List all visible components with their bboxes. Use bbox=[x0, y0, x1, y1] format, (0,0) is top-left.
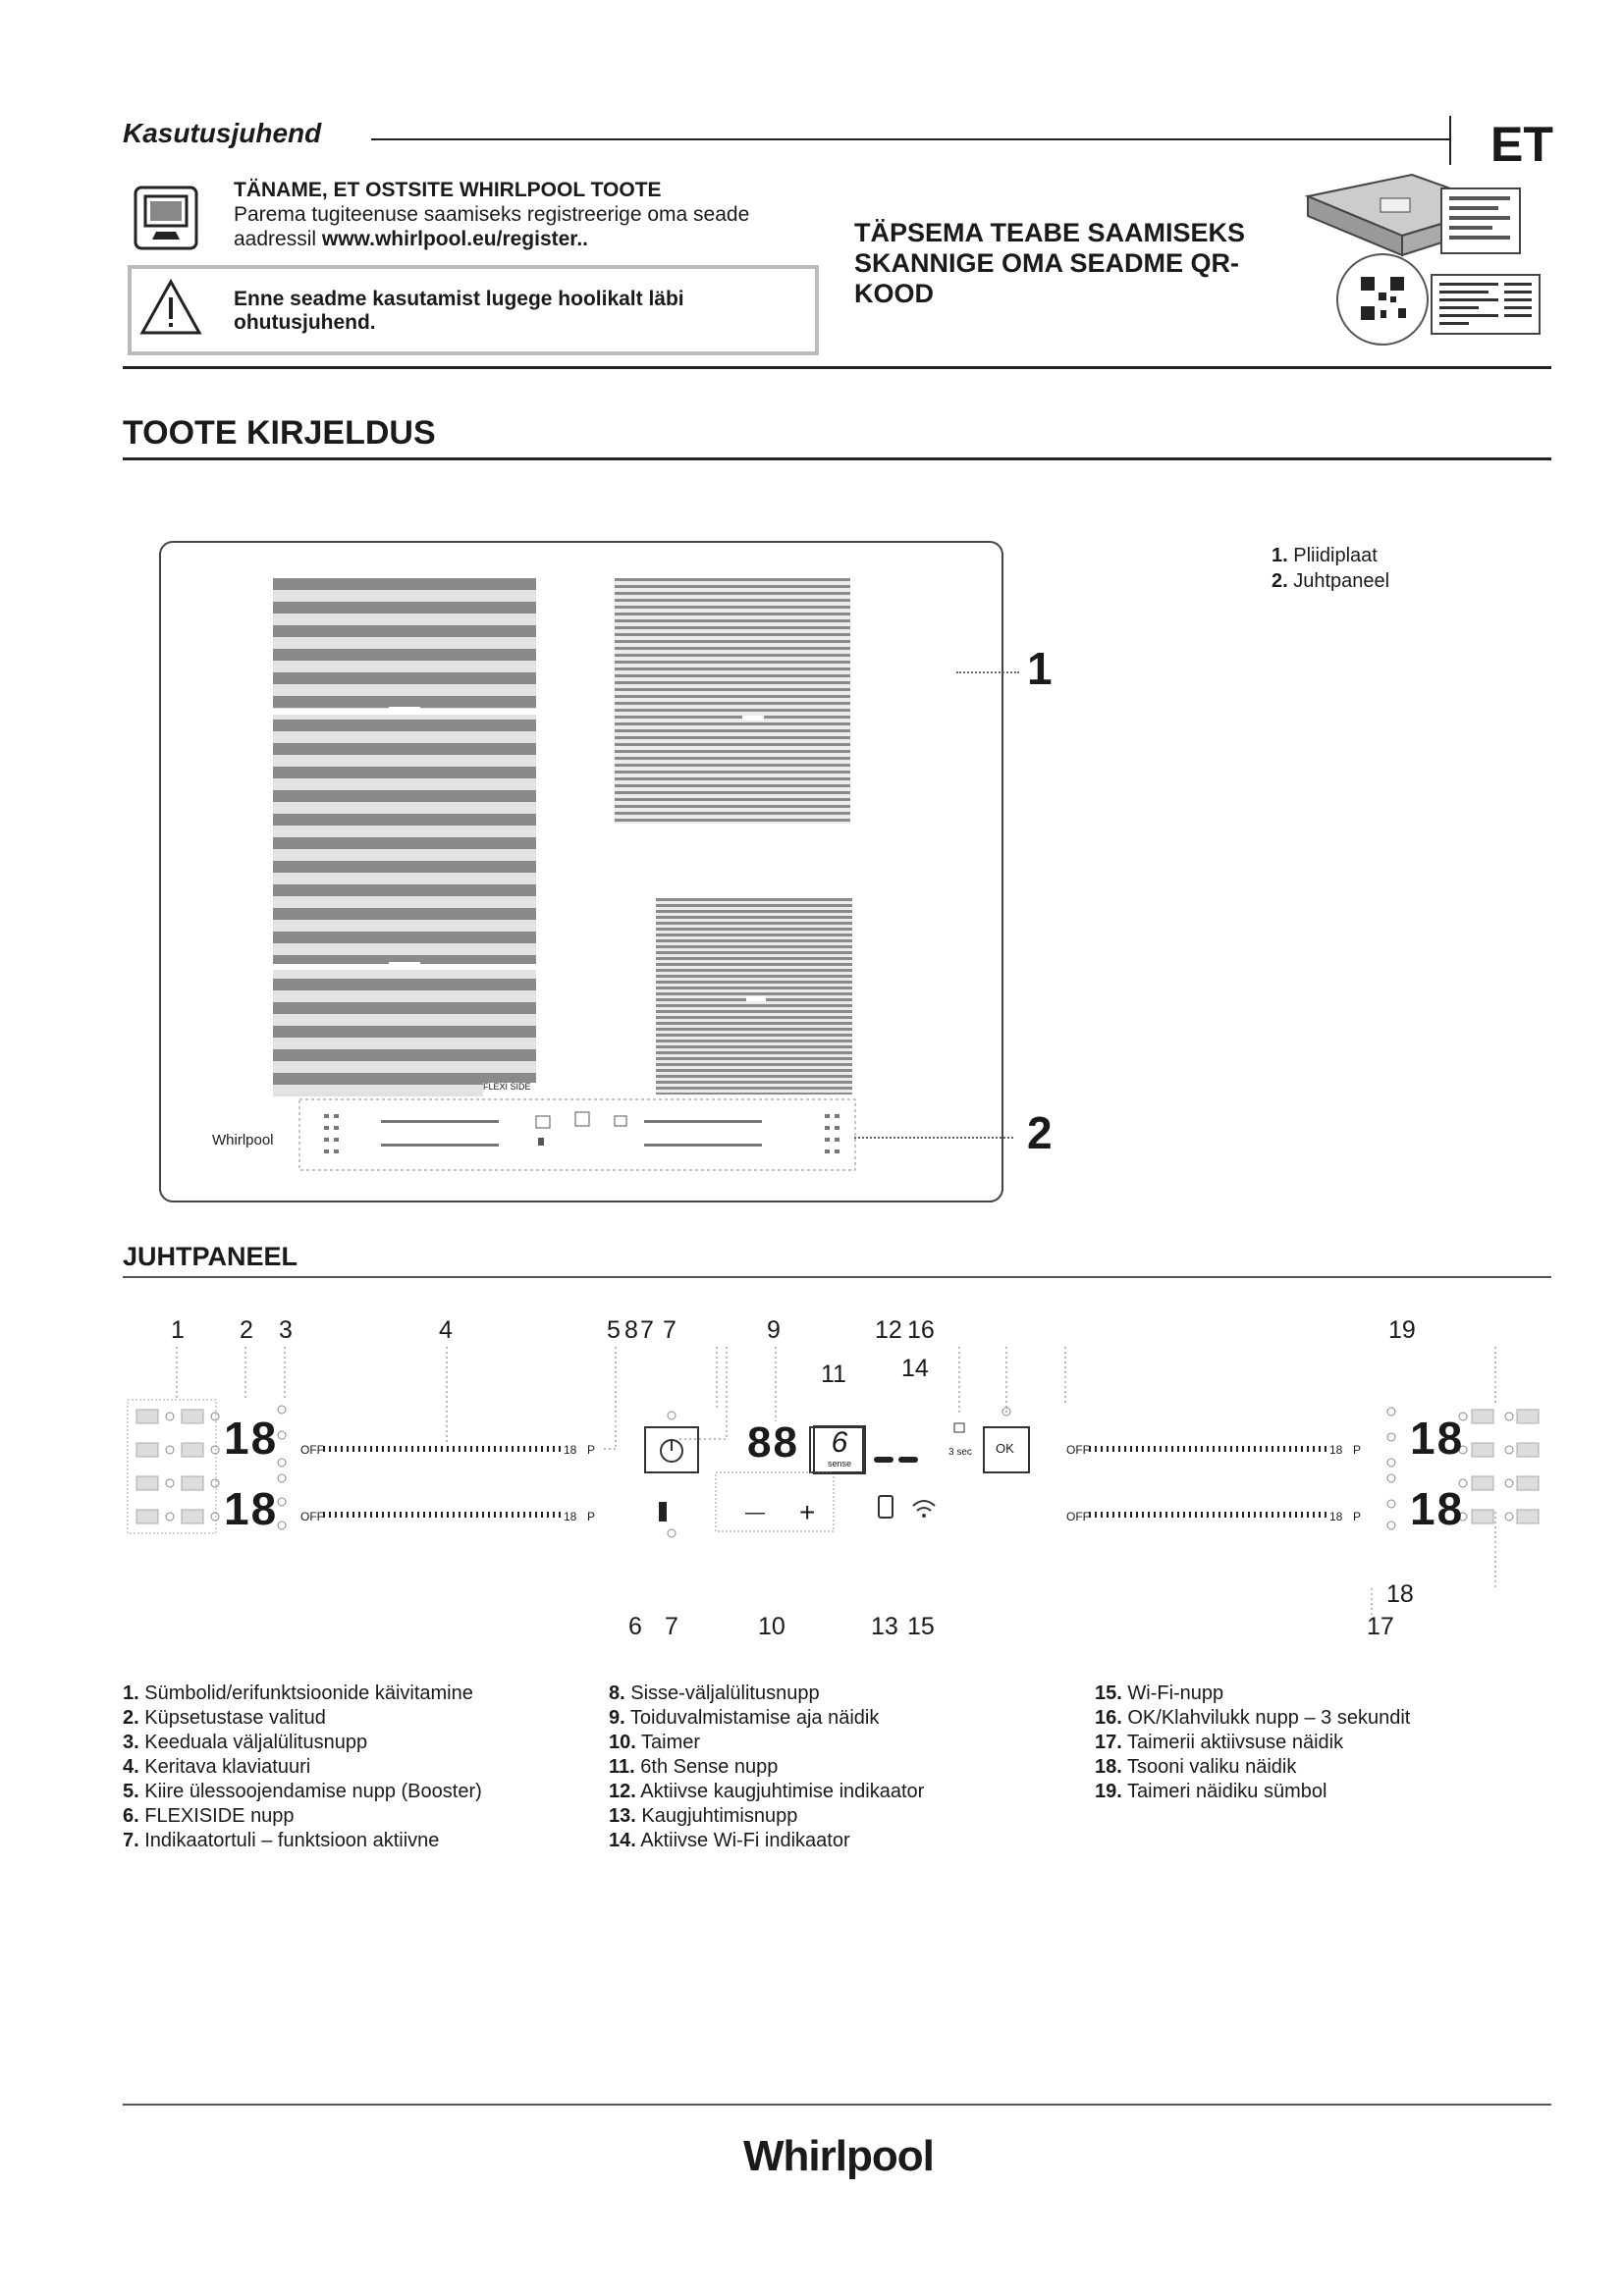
zone-display-right-top: 18 bbox=[1410, 1413, 1465, 1464]
panel-title: JUHTPANEEL bbox=[123, 1242, 298, 1271]
sixth-sense-button[interactable] bbox=[813, 1425, 866, 1474]
legend-num: 1. bbox=[123, 1682, 139, 1704]
legend-num: 4. bbox=[123, 1756, 139, 1778]
legend-num: 11. bbox=[609, 1756, 635, 1778]
callout-2: 2 bbox=[1027, 1107, 1053, 1158]
legend-num: 12. bbox=[609, 1781, 636, 1802]
slider-max-label: 18 bbox=[564, 1510, 577, 1523]
language-code: ET bbox=[1490, 117, 1553, 172]
legend-text: 6th Sense nupp bbox=[640, 1756, 779, 1778]
ref-number: 15 bbox=[907, 1613, 935, 1640]
ref-number: 14 bbox=[901, 1355, 929, 1382]
legend-text: Indikaatortuli – funktsioon aktiivne bbox=[144, 1830, 440, 1851]
legend-item bbox=[123, 1682, 482, 1706]
ref-number: 1 bbox=[171, 1316, 185, 1344]
booster-label: P bbox=[587, 1510, 596, 1523]
cooking-zone-right-bottom bbox=[656, 898, 852, 1095]
legend-item bbox=[123, 1706, 482, 1731]
ref-number: 5 bbox=[607, 1316, 621, 1344]
zone-display-left-top: 18 bbox=[224, 1413, 279, 1464]
sixth-sense-label: sense bbox=[827, 1459, 852, 1468]
legend-text: Sümbolid/erifunktsioonide käivitamine bbox=[144, 1682, 473, 1704]
zone-display-right-bottom: 18 bbox=[1410, 1483, 1465, 1534]
ref-number: 16 bbox=[907, 1316, 935, 1344]
ref-number: 18 bbox=[1386, 1580, 1414, 1608]
legend-num: 2. bbox=[123, 1707, 139, 1729]
legend-num: 7. bbox=[123, 1830, 139, 1851]
lock-3sec-label: 3 sec bbox=[948, 1447, 972, 1458]
thanks-line2-prefix: aadressil bbox=[234, 228, 322, 250]
legend-item bbox=[609, 1731, 924, 1755]
hob-legend bbox=[1272, 543, 1389, 594]
legend-num: 3. bbox=[123, 1732, 139, 1753]
legend-num: 8. bbox=[609, 1682, 625, 1704]
callout-line-2 bbox=[854, 1137, 1013, 1139]
ok-button[interactable]: OK bbox=[996, 1441, 1014, 1456]
legend-item bbox=[123, 1780, 482, 1804]
legend-text: Sisse-väljalülitusnupp bbox=[630, 1682, 820, 1704]
booster-label: P bbox=[587, 1443, 596, 1457]
ref-number: 8 bbox=[624, 1316, 638, 1344]
cooking-zone-flexi bbox=[273, 578, 536, 1096]
legend-num: 2. bbox=[1272, 570, 1288, 592]
ref-number: 11 bbox=[821, 1361, 846, 1388]
slider-off-label: OFF bbox=[1066, 1510, 1090, 1523]
legend-num: 19. bbox=[1095, 1781, 1122, 1802]
qr-instructions: TÄPSEMA TEABE SAAMISEKS SKANNIGE OMA SEADME QR-KOOD bbox=[854, 218, 1246, 308]
ref-number: 17 bbox=[1367, 1613, 1394, 1640]
legend-item bbox=[1095, 1780, 1410, 1804]
timer-plus-button[interactable]: + bbox=[799, 1497, 816, 1527]
legend-text: FLEXISIDE nupp bbox=[144, 1805, 295, 1827]
slider-off-label: OFF bbox=[300, 1443, 324, 1457]
header-title: Kasutusjuhend bbox=[123, 118, 322, 148]
legend-item bbox=[123, 1804, 482, 1829]
callout-1: 1 bbox=[1027, 643, 1053, 694]
legend-num: 13. bbox=[609, 1805, 636, 1827]
legend-text: OK/Klahvilukk nupp – 3 sekundit bbox=[1127, 1707, 1411, 1729]
slider-max-label: 18 bbox=[1329, 1443, 1343, 1457]
warning-triangle-icon bbox=[139, 278, 202, 337]
legend-num: 10. bbox=[609, 1732, 636, 1753]
thanks-line1: Parema tugiteenuse saamiseks registreerige oma seade bbox=[234, 203, 750, 226]
ref-number: 10 bbox=[758, 1613, 785, 1640]
legend-item bbox=[609, 1829, 924, 1853]
legend-item bbox=[1095, 1755, 1410, 1780]
booster-label: P bbox=[1353, 1443, 1362, 1457]
hob-brand-logo: Whirlpool bbox=[212, 1132, 274, 1148]
ref-number: 7 bbox=[663, 1316, 677, 1344]
legend-num: 5. bbox=[123, 1781, 139, 1802]
flexi-side-label: FLEXI SIDE bbox=[483, 1082, 531, 1092]
booster-label: P bbox=[1353, 1510, 1362, 1523]
legend-text: Toiduvalmistamise aja näidik bbox=[629, 1707, 880, 1729]
legend-item bbox=[123, 1731, 482, 1755]
legend-text: Taimerii aktiivsuse näidik bbox=[1127, 1732, 1344, 1753]
timer-minus-button[interactable]: — bbox=[745, 1502, 765, 1523]
legend-item bbox=[1095, 1682, 1410, 1706]
header-bottom-rule bbox=[123, 366, 1551, 369]
section-rule bbox=[123, 457, 1551, 460]
legend-text: Aktiivse kaugjuhtimise indikaator bbox=[640, 1781, 925, 1802]
legend-item bbox=[1095, 1731, 1410, 1755]
legend-text: Keeduala väljalülitusnupp bbox=[144, 1732, 368, 1753]
ref-number: 3 bbox=[279, 1316, 293, 1344]
ref-number: 12 bbox=[875, 1316, 902, 1344]
legend-num: 14. bbox=[609, 1830, 636, 1851]
ref-number: 4 bbox=[439, 1316, 453, 1344]
legend-text: Juhtpaneel bbox=[1293, 570, 1390, 592]
header-rule bbox=[371, 138, 1451, 140]
slider-max-label: 18 bbox=[1329, 1510, 1343, 1523]
ref-number: 9 bbox=[767, 1316, 781, 1344]
legend-num: 9. bbox=[609, 1707, 625, 1729]
legend-column-3 bbox=[1095, 1682, 1410, 1804]
legend-text: Tsooni valiku näidik bbox=[1127, 1756, 1297, 1778]
legend-item bbox=[123, 1829, 482, 1853]
legend-column-1 bbox=[123, 1682, 482, 1853]
legend-text: Pliidiplaat bbox=[1293, 545, 1378, 566]
legend-item bbox=[609, 1780, 924, 1804]
legend-item bbox=[123, 1755, 482, 1780]
control-panel-diagram bbox=[123, 1347, 1551, 1622]
legend-text: Aktiivse Wi-Fi indikaator bbox=[640, 1830, 850, 1851]
slider-off-label: OFF bbox=[1066, 1443, 1090, 1457]
register-link[interactable]: www.whirlpool.eu/register.. bbox=[321, 228, 588, 250]
legend-num: 17. bbox=[1095, 1732, 1122, 1753]
monitor-icon bbox=[133, 185, 199, 251]
callout-line-1 bbox=[956, 671, 1019, 673]
legend-text: Keritava klaviatuuri bbox=[144, 1756, 311, 1778]
hob-control-panel bbox=[298, 1098, 856, 1171]
warning-text: Enne seadme kasutamist lugege hoolikalt läbi ohutusjuhend. bbox=[234, 288, 684, 334]
legend-text: Küpsetustase valitud bbox=[144, 1707, 326, 1729]
legend-text: Taimeri näidiku sümbol bbox=[1127, 1781, 1327, 1802]
legend-num: 6. bbox=[123, 1805, 139, 1827]
thanks-text bbox=[234, 202, 749, 251]
legend-num: 15. bbox=[1095, 1682, 1122, 1704]
legend-num: 18. bbox=[1095, 1756, 1122, 1778]
hob-diagram bbox=[159, 541, 1053, 1202]
legend-num: 1. bbox=[1272, 545, 1288, 566]
legend-item bbox=[609, 1682, 924, 1706]
section-title: TOOTE KIRJELDUS bbox=[123, 414, 436, 452]
legend-num: 16. bbox=[1095, 1707, 1122, 1729]
legend-item bbox=[609, 1804, 924, 1829]
ref-number: 7 bbox=[640, 1316, 654, 1344]
legend-item bbox=[609, 1755, 924, 1780]
legend-text: Wi-Fi-nupp bbox=[1127, 1682, 1224, 1704]
legend-text: Kaugjuhtimisnupp bbox=[641, 1805, 798, 1827]
thanks-heading: TÄNAME, ET OSTSITE WHIRLPOOL TOOTE bbox=[234, 179, 662, 201]
ref-number: 19 bbox=[1388, 1316, 1416, 1344]
ref-number: 6 bbox=[628, 1613, 642, 1640]
legend-column-2 bbox=[609, 1682, 924, 1853]
legend-item bbox=[609, 1706, 924, 1731]
footer-logo: Whirlpool bbox=[743, 2132, 934, 2180]
legend-text: Kiire ülessoojendamise nupp (Booster) bbox=[144, 1781, 482, 1802]
ref-number: 7 bbox=[665, 1613, 678, 1640]
legend-item bbox=[1095, 1706, 1410, 1731]
qr-code-icon bbox=[1294, 157, 1551, 348]
zone-display-left-bottom: 18 bbox=[224, 1483, 279, 1534]
ref-number: 13 bbox=[871, 1613, 898, 1640]
panel-rule bbox=[123, 1276, 1551, 1278]
sixth-sense-number: 6 bbox=[831, 1426, 848, 1459]
timer-display: 88 bbox=[747, 1418, 799, 1467]
footer-rule bbox=[123, 2104, 1551, 2106]
slider-max-label: 18 bbox=[564, 1443, 577, 1457]
cooking-zone-right-top bbox=[615, 578, 850, 824]
ref-number: 2 bbox=[240, 1316, 253, 1344]
slider-off-label: OFF bbox=[300, 1510, 324, 1523]
legend-text: Taimer bbox=[641, 1732, 701, 1753]
